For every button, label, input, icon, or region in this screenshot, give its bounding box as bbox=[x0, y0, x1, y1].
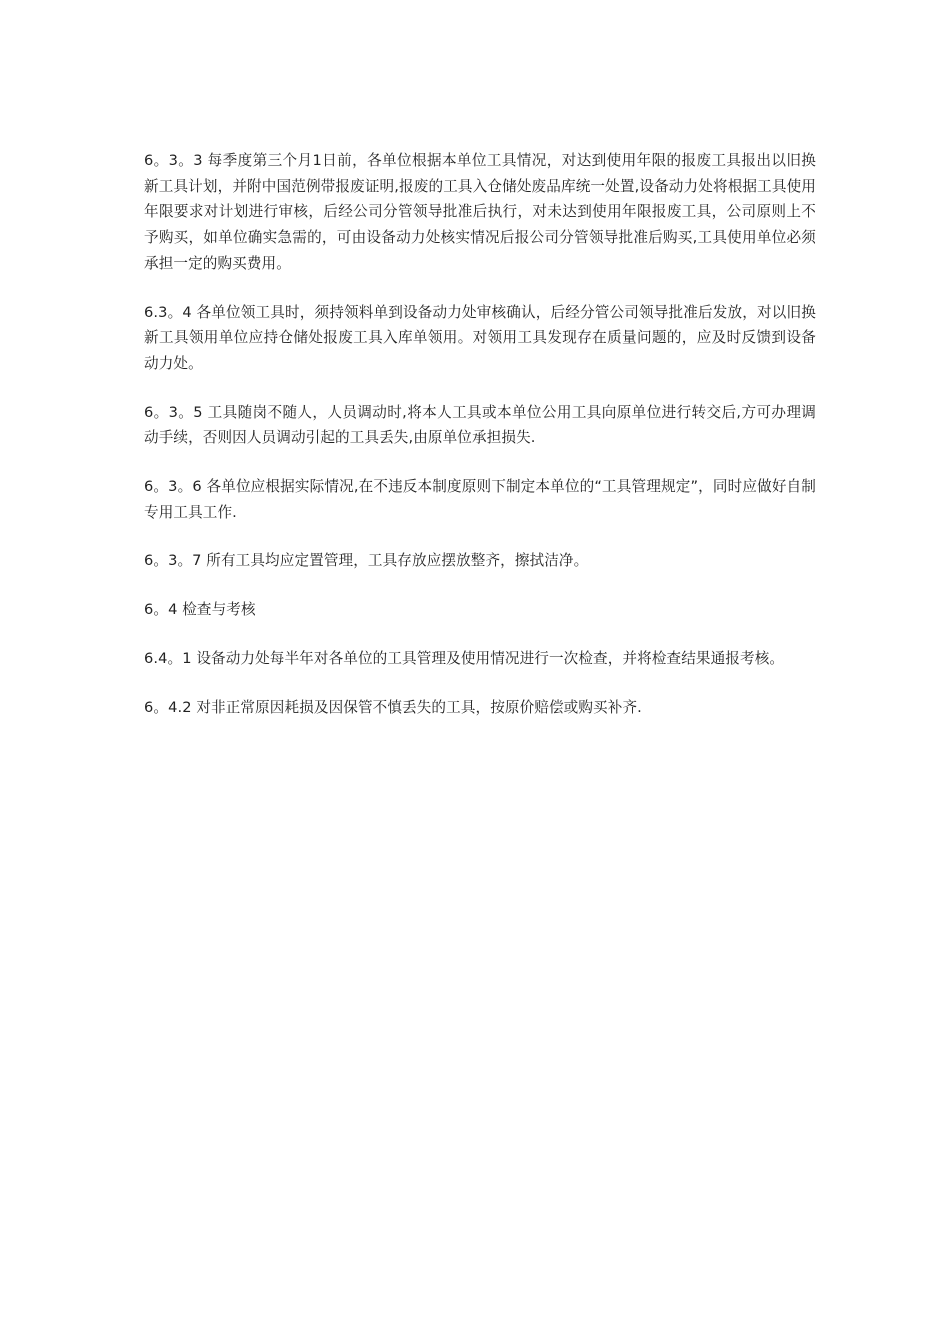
clause-6-3-5: 6。3。5 工具随岗不随人，人员调动时,将本人工具或本单位公用工具向原单位进行转交后,方可办理调动手续，否则因人员调动引起的工具丢失,由原单位承担损失. bbox=[144, 403, 816, 447]
clause-6-4-1: 6.4。1 设备动力处每半年对各单位的工具管理及使用情况进行一次检查，并将检查结果通报考核。 bbox=[144, 649, 785, 667]
clause-6-3-7: 6。3。7 所有工具均应定置管理，工具存放应摆放整齐，擦拭洁净。 bbox=[144, 552, 589, 570]
section-heading-6-4: 6。4 检查与考核 bbox=[144, 601, 256, 619]
clause-6-3-3: 6。3。3 每季度第三个月1日前，各单位根据本单位工具情况，对达到使用年限的报废工具报出以旧换新工具计划，并附中国范例带报废证明,报废的工具入仓储处废品库统一处置,设备动力处将根据工具使用年限要求对计划进行审核，后经公司分管领导批准后执行，对未达到使用年限报废工具，公司原则上不予购买，如单位确实急需的，可由设备动力处核实情况后报公司分管领导批准后购买,工具使用单位必须承担一定的购买费用。 bbox=[144, 152, 816, 272]
clause-6-3-4: 6.3。4 各单位领工具时，须持领料单到设备动力处审核确认，后经分管公司领导批准后发放，对以旧换新工具领用单位应持仓储处报废工具入库单领用。对领用工具发现存在质量问题的，应及时反馈到设备动力处。 bbox=[144, 303, 816, 372]
document-body bbox=[144, 148, 816, 743]
clause-6-4-2: 6。4.2 对非正常原因耗损及因保管不慎丢失的工具，按原价赔偿或购买补齐. bbox=[144, 698, 642, 716]
clause-6-3-6: 6。3。6 各单位应根据实际情况,在不违反本制度原则下制定本单位的“工具管理规定”，同时应做好自制专用工具工作. bbox=[144, 478, 816, 521]
